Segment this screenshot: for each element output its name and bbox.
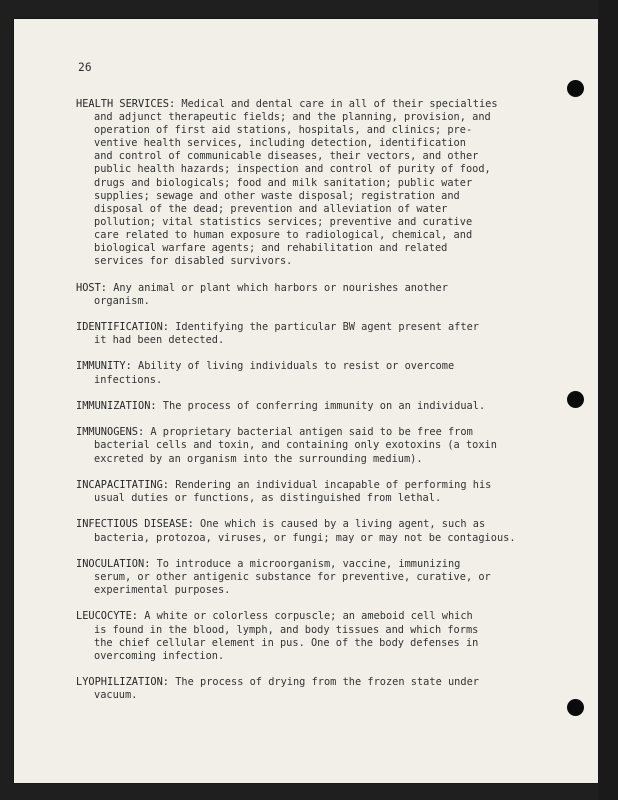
entry-term: INCAPACITATING:	[76, 478, 169, 491]
entry-term: INOCULATION:	[76, 557, 151, 570]
glossary-entries	[76, 98, 516, 716]
entry-term: INFECTIOUS DISEASE:	[76, 518, 194, 531]
binder-hole-top	[567, 80, 584, 97]
entry-inoculation	[76, 558, 516, 597]
entry-lyophilization	[76, 676, 516, 702]
entry-definition: A white or colorless corpuscle; an ameboid cell which is found in the blood, lymph, and body tissues and which forms the chief cellular element in pus. One of the body defenses in overcoming infection.	[94, 610, 479, 662]
entry-host	[76, 282, 516, 308]
entry-term: IMMUNITY:	[76, 360, 132, 373]
entry-definition: Any animal or plant which harbors or nourishes another organism.	[94, 281, 448, 307]
entry-definition: Ability of living individuals to resist or overcome infections.	[94, 360, 455, 386]
entry-infectious-disease	[76, 518, 516, 544]
entry-leucocyte	[76, 610, 516, 662]
entry-definition: Rendering an individual incapable of performing his usual duties or functions, as distinguished from lethal.	[94, 478, 492, 505]
entry-definition: To introduce a microorganism, vaccine, immunizing serum, or other antigenic substance for preventive, curative, or experimental purposes.	[94, 557, 491, 597]
entry-term: IMMUNIZATION:	[76, 399, 157, 412]
entry-term: IMMUNOGENS:	[76, 426, 145, 439]
entry-health-services	[76, 98, 516, 268]
entry-incapacitating	[76, 479, 516, 505]
entry-definition: One which is caused by a living agent, such as bacteria, protozoa, viruses, or fungi; may or may not be contagious.	[94, 518, 516, 544]
entry-definition: The process of drying from the frozen state under vacuum.	[94, 676, 479, 702]
entry-definition: A proprietary bacterial antigen said to be free from bacterial cells and toxin, and containing only exotoxins (a toxin excreted by an organism into the surrounding medium).	[94, 426, 497, 465]
binder-hole-middle	[567, 391, 584, 408]
entry-immunity	[76, 360, 516, 386]
entry-term: IDENTIFICATION:	[76, 321, 169, 333]
binder-hole-bottom	[567, 699, 584, 716]
entry-term: LEUCOCYTE:	[76, 610, 138, 623]
entry-definition: Medical and dental care in all of their specialties and adjunct therapeutic fields; and the planning, provision, and operation of first aid stations, hospitals, and clinics; pre- ventive health services, including detection, identification and control of communicable diseases, their vectors, and other public health hazards; inspection and control of purity of food, drugs and biologicals; food and milk sanitation; public water supplies; sewage and other waste disposal; registration and disposal of the dead; prevention and alleviation of water pollution; vital statistics services; preventive and curative care related to human exposure to radiological, chemical, and biological warfare agents; and rehabilitation and related services for disabled survivors.	[94, 98, 498, 268]
scan-edge	[598, 0, 618, 800]
entry-definition: Identifying the particular BW agent present after it had been detected.	[94, 321, 479, 347]
page-number: 26	[78, 61, 92, 74]
entry-definition: The process of conferring immunity on an individual.	[156, 399, 486, 412]
entry-term: HOST:	[76, 281, 107, 294]
document-page	[14, 19, 598, 783]
entry-immunogens	[76, 426, 516, 465]
entry-term: HEALTH SERVICES:	[76, 98, 176, 110]
entry-immunization	[76, 400, 516, 413]
entry-term: LYOPHILIZATION:	[76, 676, 169, 689]
entry-identification	[76, 321, 516, 347]
